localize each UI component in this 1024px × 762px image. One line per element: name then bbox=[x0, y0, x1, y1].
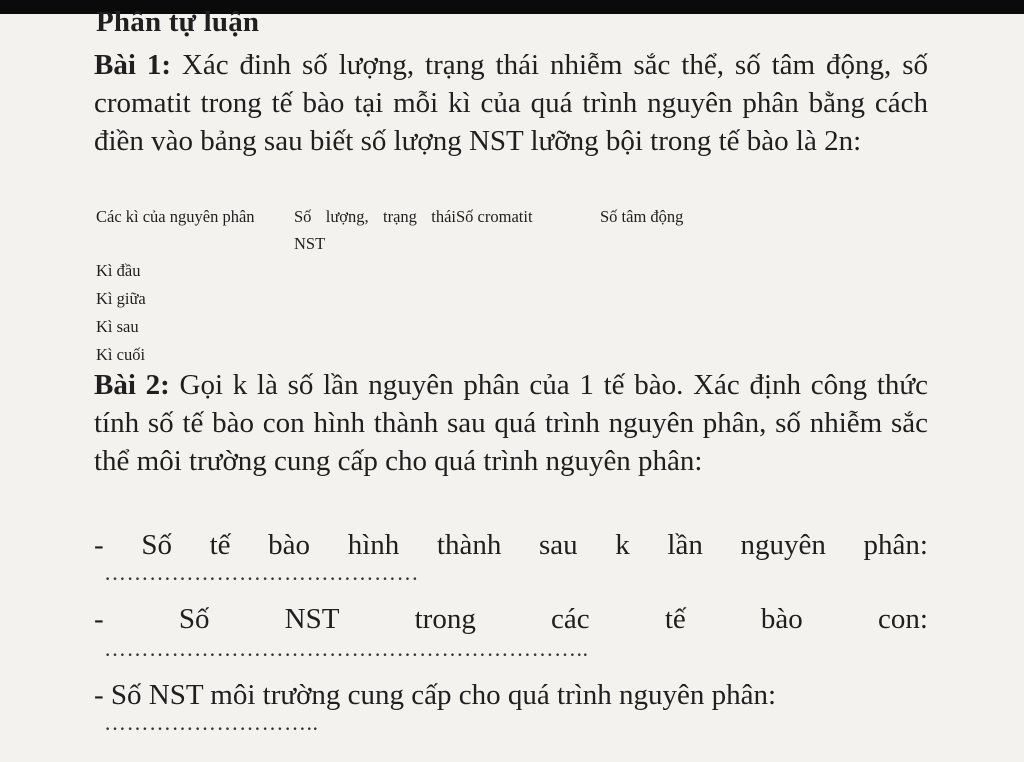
word: - bbox=[94, 529, 104, 561]
word: NST bbox=[284, 603, 340, 635]
word: phân: bbox=[863, 529, 928, 561]
table-row bbox=[94, 313, 734, 341]
word: tế bbox=[209, 529, 231, 561]
table-row bbox=[94, 257, 734, 285]
table-cell-phase: Kì cuối bbox=[96, 345, 146, 364]
table-row bbox=[94, 285, 734, 313]
word: Số bbox=[178, 603, 210, 635]
table-header-cell: Số lượng, trạng thái NST bbox=[294, 207, 456, 253]
word: tế bbox=[664, 603, 686, 635]
table-header-cell: Số cromatit bbox=[456, 207, 533, 226]
table-cell-phase: Kì giữa bbox=[96, 289, 146, 308]
exercise-1-text: Xác đinh số lượng, trạng thái nhiễm sắc thể, số tâm động, số cromatit trong tế bào tại mỗi kì của quá trình nguyên phân bằng cách điền vào bảng sau biết số lượng NST lưỡng bội trong tế bào là 2n: bbox=[94, 49, 928, 157]
word: k bbox=[615, 529, 630, 561]
answer-blank-3[interactable]: ……………………….. bbox=[104, 710, 319, 735]
word: hình bbox=[347, 529, 400, 561]
exercise-2-label: Bài 2: bbox=[94, 369, 170, 401]
word: con: bbox=[877, 603, 928, 635]
word: lần bbox=[667, 529, 703, 561]
question-line-nst-count bbox=[94, 600, 928, 638]
word: trong bbox=[414, 603, 476, 635]
word: bào bbox=[760, 603, 803, 635]
table-cell-phase: Kì sau bbox=[96, 317, 139, 336]
word: sau bbox=[538, 529, 578, 561]
table-header-cell: Các kì của nguyên phân bbox=[96, 207, 255, 226]
table-cell-phase: Kì đầu bbox=[96, 261, 141, 280]
question-line-environment-nst: - Số NST môi trường cung cấp cho quá trình nguyên phân: bbox=[94, 679, 777, 711]
exercise-1-label: Bài 1: bbox=[94, 49, 171, 81]
exercise-2 bbox=[94, 366, 928, 480]
word: - bbox=[94, 603, 104, 635]
word: bào bbox=[268, 529, 311, 561]
phase-table bbox=[94, 203, 734, 369]
table-header-cell: Số tâm động bbox=[600, 207, 684, 226]
exercise-2-text: Gọi k là số lần nguyên phân của 1 tế bào. Xác định công thức tính số tế bào con hình thành sau quá trình nguyên phân, số nhiễm sắc thể môi trường cung cấp cho quá trình nguyên phân: bbox=[94, 369, 928, 477]
word: thành bbox=[436, 529, 502, 561]
exercise-1 bbox=[94, 46, 928, 160]
table-row bbox=[94, 341, 734, 369]
section-heading: Phân tự luận bbox=[96, 6, 260, 38]
table-header-row bbox=[94, 203, 734, 257]
word: nguyên bbox=[740, 529, 826, 561]
word: Số bbox=[141, 529, 172, 561]
answer-blank-1[interactable]: …………………………………… bbox=[104, 560, 419, 585]
answer-blank-2[interactable]: ……………………………………………………….. bbox=[104, 636, 589, 661]
question-line-cell-count bbox=[94, 526, 928, 564]
word: các bbox=[551, 603, 590, 635]
